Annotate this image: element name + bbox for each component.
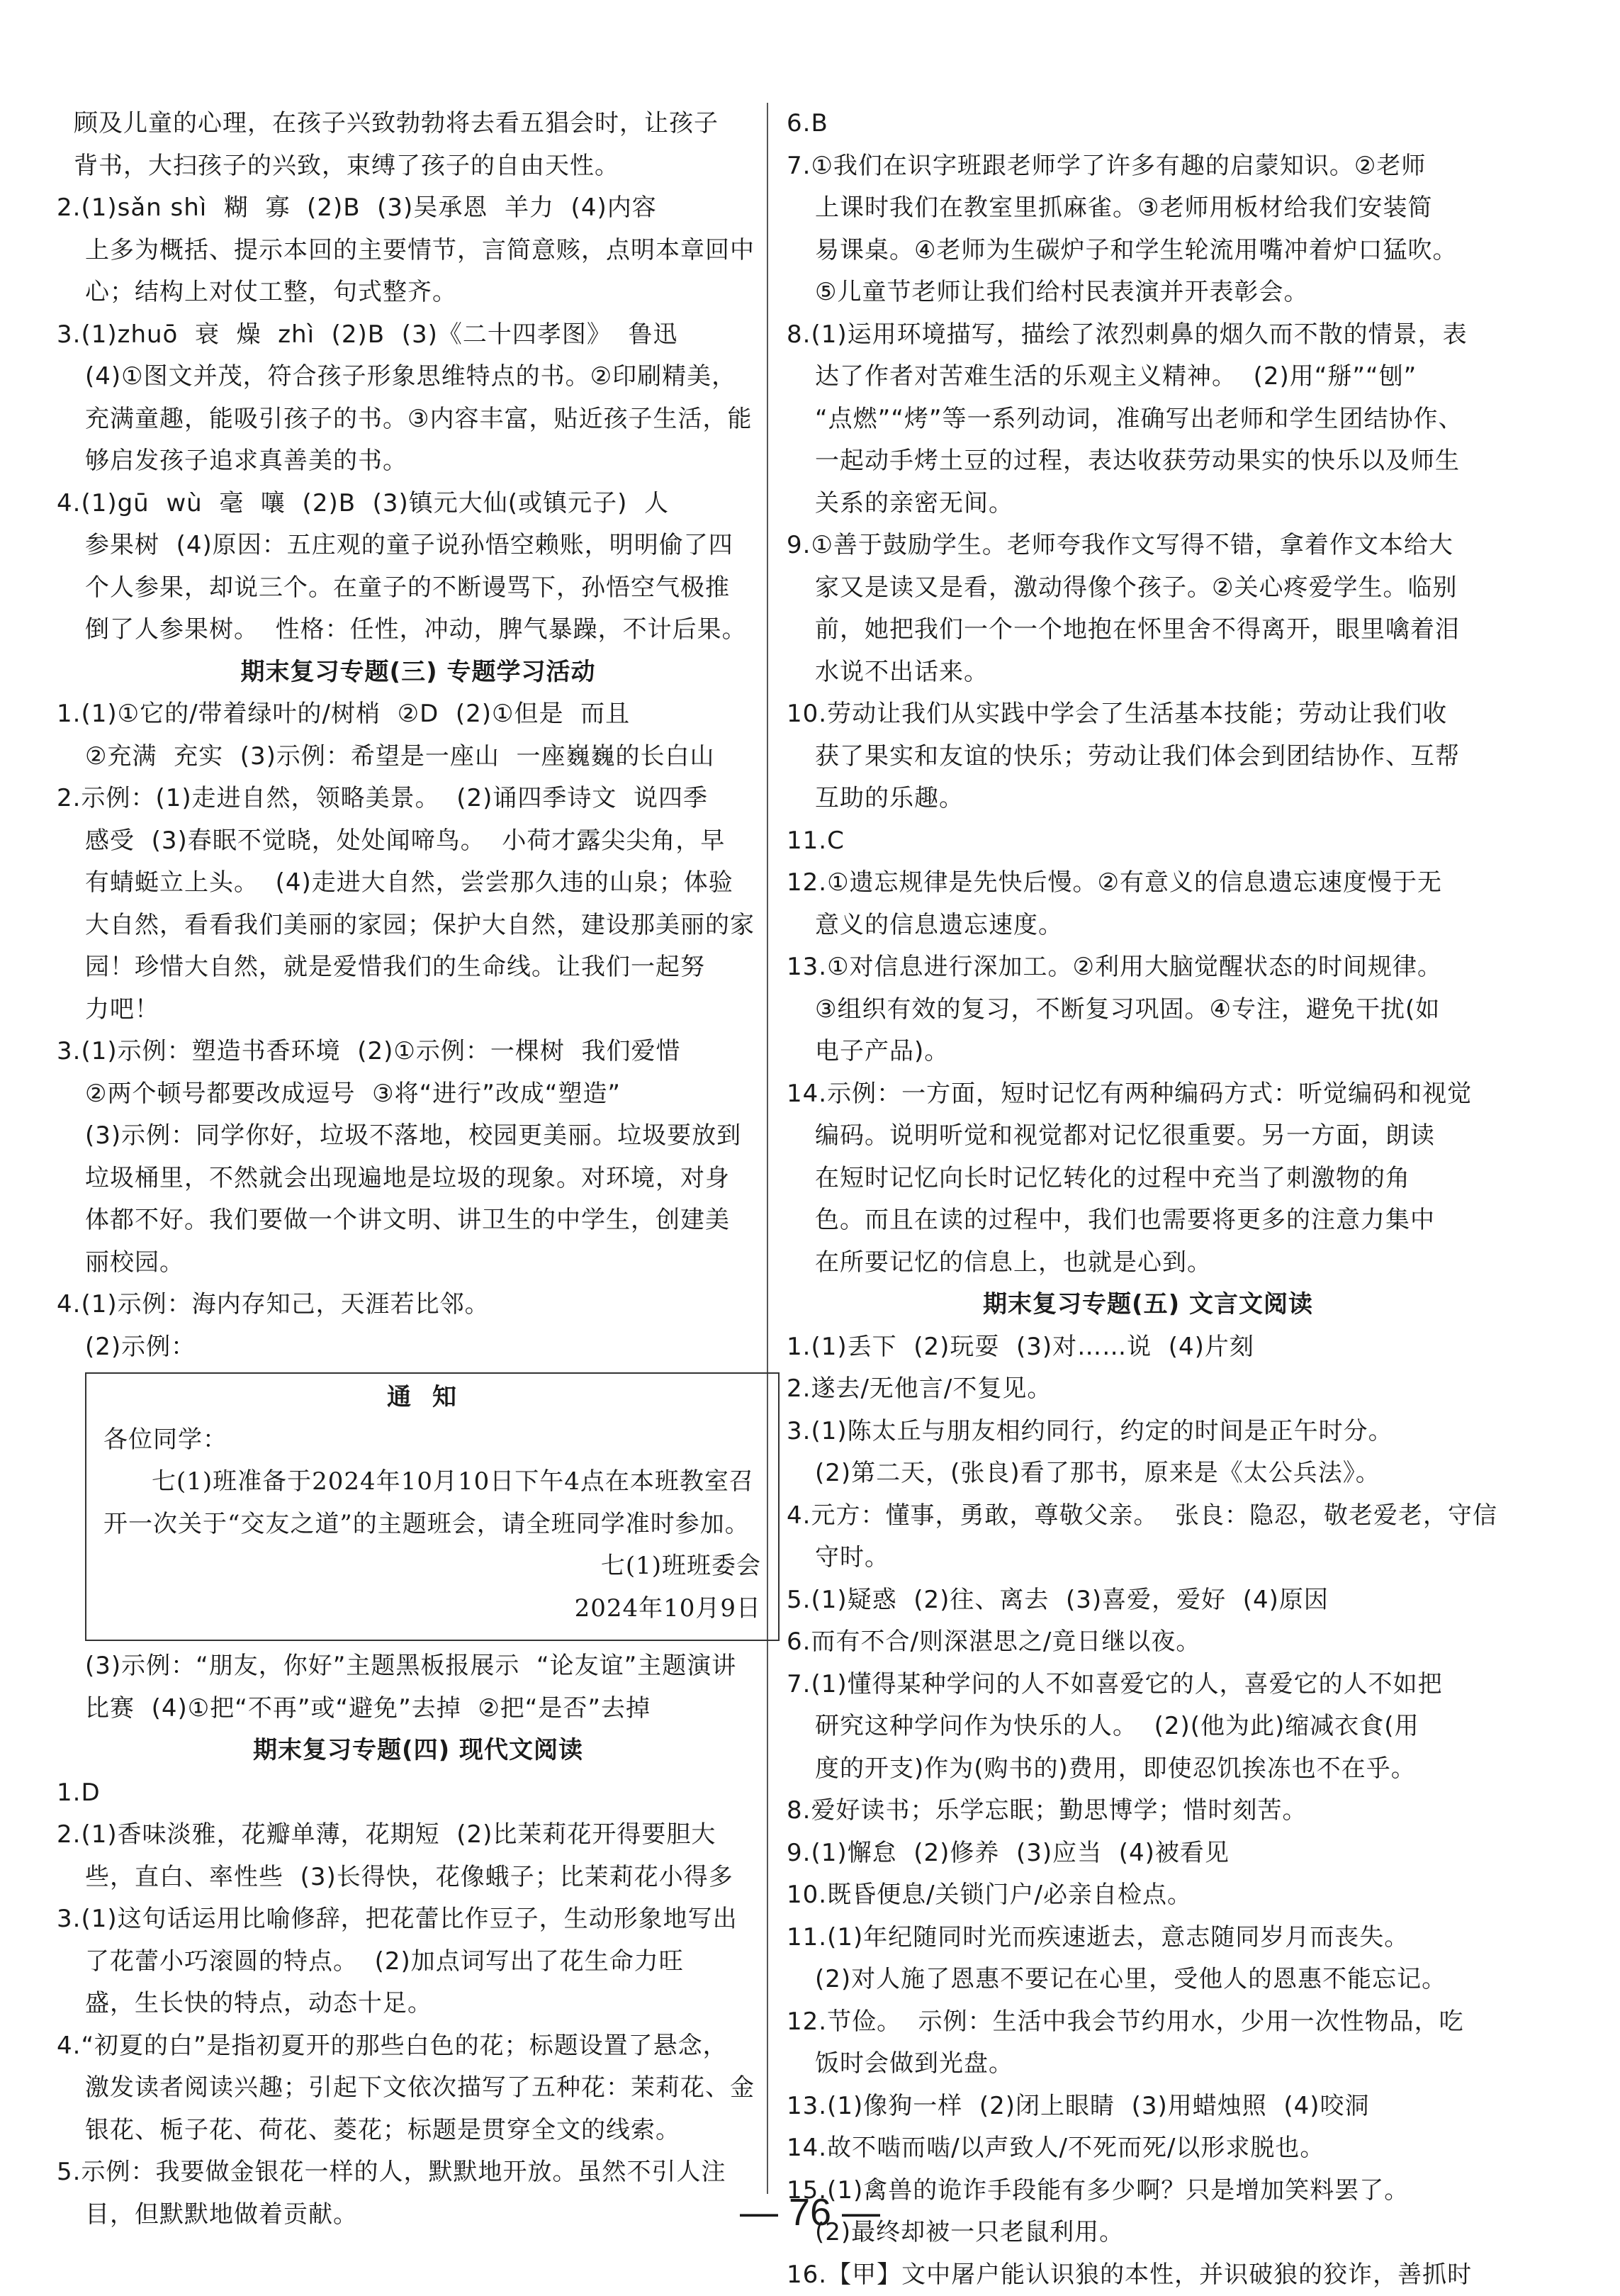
answer-line: 8.(1)运用环境描写，描绘了浓烈刺鼻的烟久而不散的情景，表	[787, 314, 1509, 357]
answer-line: 7.①我们在识字班跟老师学了许多有趣的启蒙知识。②老师	[787, 145, 1509, 188]
answer-line: 1.(1)①它的/带着绿叶的/树梢 ②D (2)①但是 而且	[57, 693, 780, 736]
answer-line: 园！珍惜大自然，就是爱惜我们的生命线。让我们一起努	[57, 946, 780, 989]
answer-line: 了花蕾小巧滚圆的特点。 (2)加点词写出了花生命力旺	[57, 1941, 780, 1983]
answer-line: ⑤儿童节老师让我们给村民表演并开表彰会。	[787, 271, 1509, 314]
answer-line: 够启发孩子追求真善美的书。	[57, 440, 780, 483]
answer-line: 在所要记忆的信息上，也就是心到。	[787, 1242, 1509, 1284]
notice-signer: 七(1)班班委会	[103, 1545, 761, 1588]
section-3-answers	[57, 693, 780, 1368]
answer-line: 倒了人参果树。 性格：任性，冲动，脾气暴躁，不计后果。	[57, 609, 780, 651]
answer-line: 心；结构上对仗工整，句式整齐。	[57, 271, 780, 314]
notice-body: 七(1)班准备于2024年10月10日下午4点在本班教室召开一次关于“交友之道”的主题班会，请全班同学准时参加。	[103, 1461, 761, 1545]
answer-line: 关系的亲密无间。	[787, 483, 1509, 525]
answer-line: 10.劳动让我们从实践中学会了生活基本技能；劳动让我们收	[787, 693, 1509, 736]
answer-line: 目，但默默地做着贡献。	[57, 2194, 780, 2236]
answer-line: (3)示例：“朋友，你好”主题黑板报展示 “论友谊”主题演讲	[57, 1645, 780, 1688]
answer-line: 9.(1)懈怠 (2)修养 (3)应当 (4)被看见	[787, 1832, 1509, 1875]
answer-line: 8.爱好读书；乐学忘眠；勤思博学；惜时刻苦。	[787, 1790, 1509, 1832]
answer-line: 背书，大扫孩子的兴致，束缚了孩子的自由天性。	[57, 145, 780, 188]
answer-line: 5.(1)疑惑 (2)往、离去 (3)喜爱，爱好 (4)原因	[787, 1579, 1509, 1622]
answer-line: 4.元方：懂事，勇敢，尊敬父亲。 张良：隐忍，敬老爱老，守信	[787, 1495, 1509, 1538]
answer-line: 饭时会做到光盘。	[787, 2043, 1509, 2085]
answer-line: ②充满 充实 (3)示例：希望是一座山 一座巍巍的长白山	[57, 736, 780, 778]
answer-line: 11.(1)年纪随同时光而疾速逝去，意志随同岁月而丧失。	[787, 1917, 1509, 1959]
answer-line: 家又是读又是看，激动得像个孩子。②关心疼爱学生。临别	[787, 567, 1509, 610]
answer-line: 前，她把我们一个一个地抱在怀里舍不得离开，眼里噙着泪	[787, 609, 1509, 651]
answer-line: (2)示例：	[57, 1326, 780, 1369]
answer-line: 3.(1)这句话运用比喻修辞，把花蕾比作豆子，生动形象地写出	[57, 1898, 780, 1941]
notice-box	[85, 1372, 780, 1641]
answer-line: 体都不好。我们要做一个讲文明、讲卫生的中学生，创建美	[57, 1199, 780, 1242]
answer-line: “点燃”“烤”等一系列动词，准确写出老师和学生团结协作、	[787, 398, 1509, 441]
section-5-answers	[787, 1326, 1509, 2296]
answer-line: 2.(1)sǎn shì 糊 寡 (2)B (3)吴承恩 羊力 (4)内容	[57, 187, 780, 230]
answer-line: ②两个顿号都要改成逗号 ③将“进行”改成“塑造”	[57, 1073, 780, 1116]
answer-line: 3.(1)zhuō 衰 燥 zhì (2)B (3)《二十四孝图》 鲁迅	[57, 314, 780, 357]
left-column	[57, 103, 780, 2236]
answer-line: 12.节俭。 示例：生活中我会节约用水，少用一次性物品，吃	[787, 2001, 1509, 2044]
answer-line: 研究这种学问作为快乐的人。 (2)(他为此)缩减衣食(用	[787, 1706, 1509, 1748]
answer-line: 上课时我们在教室里抓麻雀。③老师用板材给我们安装简	[787, 187, 1509, 230]
section-heading-4: 期末复习专题(四) 现代文阅读	[57, 1730, 780, 1772]
answer-line: (2)对人施了恩惠不要记在心里，受他人的恩惠不能忘记。	[787, 1959, 1509, 2001]
answer-line: 力吧！	[57, 989, 780, 1031]
answer-line: 互助的乐趣。	[787, 778, 1509, 820]
answer-line: 3.(1)示例：塑造书香环境 (2)①示例：一棵树 我们爱惜	[57, 1031, 780, 1073]
answer-line: 顾及儿童的心理，在孩子兴致勃勃将去看五猖会时，让孩子	[57, 103, 780, 145]
answer-line: 1.D	[57, 1772, 780, 1815]
section-heading-3: 期末复习专题(三) 专题学习活动	[57, 651, 780, 694]
answer-line: 12.①遗忘规律是先快后慢。②有意义的信息遗忘速度慢于无	[787, 862, 1509, 905]
answer-line: 2.示例：(1)走进自然，领略美景。 (2)诵四季诗文 说四季	[57, 778, 780, 820]
answer-line: (4)①图文并茂，符合孩子形象思维特点的书。②印刷精美，	[57, 356, 780, 398]
answer-line: 在短时记忆向长时记忆转化的过程中充当了刺激物的角	[787, 1158, 1509, 1200]
answer-line: 4.“初夏的白”是指初夏开的那些白色的花；标题设置了悬念，	[57, 2025, 780, 2068]
answer-line: 上多为概括、提示本回的主要情节，言简意赅，点明本章回中	[57, 230, 780, 272]
answer-line: 获了果实和友谊的快乐；劳动让我们体会到团结协作、互帮	[787, 736, 1509, 778]
notice-greeting: 各位同学：	[103, 1419, 761, 1462]
answer-line: 色。而且在读的过程中，我们也需要将更多的注意力集中	[787, 1199, 1509, 1242]
answer-line: 丽校园。	[57, 1242, 780, 1284]
answer-line: 垃圾桶里，不然就会出现遍地是垃圾的现象。对环境，对身	[57, 1158, 780, 1200]
answer-line: 编码。说明听觉和视觉都对记忆很重要。另一方面，朗读	[787, 1115, 1509, 1158]
answer-line: 5.示例：我要做金银花一样的人，默默地开放。虽然不引人注	[57, 2151, 780, 2194]
answer-line: 充满童趣，能吸引孩子的书。③内容丰富，贴近孩子生活，能	[57, 398, 780, 441]
left-answers-block	[57, 103, 780, 651]
answer-line: 度的开支)作为(购书的)费用，即使忍饥挨冻也不在乎。	[787, 1748, 1509, 1791]
answer-line: 2.(1)香味淡雅，花瓣单薄，花期短 (2)比茉莉花开得要胆大	[57, 1814, 780, 1857]
answer-line: 个人参果，却说三个。在童子的不断谩骂下，孙悟空气极推	[57, 567, 780, 610]
answer-line: 2.遂去/无他言/不复见。	[787, 1368, 1509, 1411]
answer-line: 3.(1)陈太丘与朋友相约同行，约定的时间是正午时分。	[787, 1411, 1509, 1453]
answer-line: 易课桌。④老师为生碳炉子和学生轮流用嘴冲着炉口猛吹。	[787, 230, 1509, 272]
page-number: — 76 —	[0, 2190, 1620, 2234]
answer-line: 13.(1)像狗一样 (2)闭上眼睛 (3)用蜡烛照 (4)咬洞	[787, 2085, 1509, 2128]
answer-line: 参果树 (4)原因：五庄观的童子说孙悟空赖账，明明偷了四	[57, 525, 780, 567]
section-3-answers-continued	[57, 1645, 780, 1730]
answer-line: 银花、栀子花、荷花、菱花；标题是贯穿全文的线索。	[57, 2110, 780, 2152]
answer-line: 比赛 (4)①把“不再”或“避免”去掉 ②把“是否”去掉	[57, 1688, 780, 1730]
answer-line: (2)第二天，(张良)看了那书，原来是《太公兵法》。	[787, 1452, 1509, 1495]
answer-line: 电子产品)。	[787, 1031, 1509, 1073]
answer-line: (2)最终却被一只老鼠利用。	[787, 2212, 1509, 2254]
answer-line: 感受 (3)春眠不觉晓，处处闻啼鸟。 小荷才露尖尖角，早	[57, 820, 780, 863]
answer-line: 6.而有不合/则深湛思之/竟日继以夜。	[787, 1621, 1509, 1664]
answer-line: 一起动手烤土豆的过程，表达收获劳动果实的快乐以及师生	[787, 440, 1509, 483]
answer-line: 7.(1)懂得某种学问的人不如喜爱它的人，喜爱它的人不如把	[787, 1664, 1509, 1706]
answer-line: 15.(1)禽兽的诡诈手段能有多少啊？只是增加笑料罢了。	[787, 2170, 1509, 2212]
answer-line: 4.(1)gū wù 毫 嚷 (2)B (3)镇元大仙(或镇元子) 人	[57, 483, 780, 525]
answer-line: 水说不出话来。	[787, 651, 1509, 694]
answer-line: 达了作者对苦难生活的乐观主义精神。 (2)用“掰”“刨”	[787, 356, 1509, 398]
section-heading-5: 期末复习专题(五) 文言文阅读	[787, 1284, 1509, 1326]
answer-line: 14.示例：一方面，短时记忆有两种编码方式：听觉编码和视觉	[787, 1073, 1509, 1116]
answer-line: ③组织有效的复习，不断复习巩固。④专注，避免干扰(如	[787, 989, 1509, 1031]
answer-line: (3)示例：同学你好，垃圾不落地，校园更美丽。垃圾要放到	[57, 1115, 780, 1158]
answer-line: 16.【甲】文中屠户能认识狼的本性，并识破狼的狡诈，善抓时	[787, 2254, 1509, 2296]
answer-line: 6.B	[787, 103, 1509, 145]
answer-line: 11.C	[787, 820, 1509, 863]
answer-line: 守时。	[787, 1537, 1509, 1579]
answer-line: 盛，生长快的特点，动态十足。	[57, 1983, 780, 2025]
answer-line: 意义的信息遗忘速度。	[787, 905, 1509, 947]
notice-date: 2024年10月9日	[103, 1588, 761, 1630]
section-4-answers	[57, 1772, 780, 2236]
answer-line: 有蜻蜓立上头。 (4)走进大自然，尝尝那久违的山泉；体验	[57, 862, 780, 905]
answer-line: 4.(1)示例：海内存知己，天涯若比邻。	[57, 1284, 780, 1326]
notice-title: 通知	[103, 1377, 761, 1419]
answer-line: 1.(1)丢下 (2)玩耍 (3)对……说 (4)片刻	[787, 1326, 1509, 1369]
answer-line: 激发读者阅读兴趣；引起下文依次描写了五种花：茉莉花、金	[57, 2067, 780, 2110]
answer-line: 些，直白、率性些 (3)长得快，花像蛾子；比茉莉花小得多	[57, 1857, 780, 1899]
answer-line: 13.①对信息进行深加工。②利用大脑觉醒状态的时间规律。	[787, 946, 1509, 989]
right-column	[787, 103, 1509, 2296]
answer-line: 9.①善于鼓励学生。老师夸我作文写得不错，拿着作文本给大	[787, 525, 1509, 567]
answer-line: 14.故不啮而啮/以声致人/不死而死/以形求脱也。	[787, 2127, 1509, 2170]
right-answers-block	[787, 103, 1509, 1284]
answer-line: 大自然，看看我们美丽的家园；保护大自然，建设那美丽的家	[57, 905, 780, 947]
answer-line: 10.既昏便息/关锁门户/必亲自检点。	[787, 1874, 1509, 1917]
